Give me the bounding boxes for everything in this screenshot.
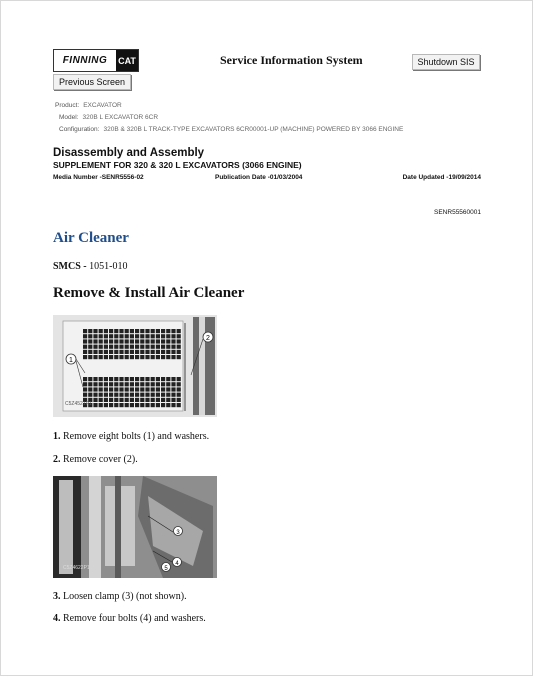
filter-grid-cell [88, 377, 92, 381]
filter-grid-cell [166, 350, 170, 354]
filter-grid-cell [177, 355, 181, 359]
filter-grid-cell [135, 339, 139, 343]
filter-grid-cell [109, 329, 113, 333]
model-line [59, 114, 158, 121]
filter-grid-cell [125, 339, 129, 343]
figure1-caption: C5Z4521P1 [65, 401, 92, 407]
filter-grid-cell [166, 403, 170, 407]
filter-grid-cell [109, 334, 113, 338]
shutdown-sis-button[interactable]: Shutdown SIS [412, 54, 480, 70]
filter-grid-cell [161, 398, 165, 402]
filter-grid-cell [171, 334, 175, 338]
previous-screen-button[interactable]: Previous Screen [53, 74, 131, 90]
filter-grid-cell [93, 339, 97, 343]
filter-grid-cell [125, 398, 129, 402]
configuration-line [59, 126, 403, 133]
filter-grid-cell [104, 377, 108, 381]
filter-grid-cell [177, 329, 181, 333]
filter-grid-cell [135, 334, 139, 338]
filter-grid-cell [114, 329, 118, 333]
filter-grid-cell [93, 350, 97, 354]
filter-grid-cell [177, 377, 181, 381]
filter-grid-cell [104, 334, 108, 338]
filter-grid-cell [83, 377, 87, 381]
filter-grid-cell [177, 345, 181, 349]
filter-grid-cell [119, 355, 123, 359]
publication-date: Publication Date -01/03/2004 [215, 174, 303, 181]
filter-grid-cell [145, 382, 149, 386]
filter-grid-cell [99, 334, 103, 338]
filter-grid-cell [156, 403, 160, 407]
filter-grid-cell [83, 350, 87, 354]
filter-grid-cell [109, 387, 113, 391]
filter-grid-cell [135, 393, 139, 397]
filter-grid-cell [93, 398, 97, 402]
filter-grid-cell [171, 398, 175, 402]
filter-grid-cell [99, 345, 103, 349]
filter-grid-cell [109, 403, 113, 407]
product-line [55, 102, 122, 109]
filter-grid-cell [109, 382, 113, 386]
filter-grid-cell [109, 339, 113, 343]
filter-grid-cell [125, 350, 129, 354]
filter-grid-cell [161, 393, 165, 397]
filter-grid-cell [114, 393, 118, 397]
filter-grid-cell [177, 339, 181, 343]
filter-grid-cell [130, 345, 134, 349]
filter-grid-cell [119, 339, 123, 343]
smcs-label: SMCS - [53, 261, 87, 272]
filter-grid-cell [171, 403, 175, 407]
cat-logo-icon: CAT [116, 50, 138, 71]
filter-grid-cell [119, 387, 123, 391]
filter-grid-cell [93, 334, 97, 338]
filter-grid-cell [135, 350, 139, 354]
filter-grid-cell [83, 387, 87, 391]
filter-grid-cell [93, 387, 97, 391]
filter-grid-cell [99, 382, 103, 386]
filter-grid-cell [130, 393, 134, 397]
callout-5: 5 [164, 566, 168, 572]
step-1: 1. Remove eight bolts (1) and washers. [53, 431, 210, 442]
filter-grid-cell [93, 403, 97, 407]
filter-grid-cell [114, 355, 118, 359]
filter-grid-cell [109, 345, 113, 349]
filter-grid-cell [104, 345, 108, 349]
filter-grid-cell [93, 355, 97, 359]
filter-grid-cell [88, 339, 92, 343]
filter-grid-cell [135, 387, 139, 391]
filter-grid-cell [125, 387, 129, 391]
filter-grid-cell [125, 329, 129, 333]
filter-grid-cell [140, 403, 144, 407]
filter-grid-cell [135, 403, 139, 407]
filter-grid-cell [145, 334, 149, 338]
filter-grid-cell [93, 329, 97, 333]
filter-grid-cell [156, 382, 160, 386]
filter-grid-cell [93, 393, 97, 397]
filter-grid-cell [88, 355, 92, 359]
filter-grid-cell [119, 398, 123, 402]
callout-2: 2 [206, 335, 210, 342]
filter-grid-cell [119, 377, 123, 381]
filter-grid-cell [156, 377, 160, 381]
filter-grid-cell [99, 387, 103, 391]
filter-grid-cell [177, 393, 181, 397]
callout-3: 3 [176, 530, 180, 536]
filter-grid-cell [151, 345, 155, 349]
filter-grid-cell [130, 334, 134, 338]
filter-grid-cell [125, 334, 129, 338]
filter-grid-cell [119, 345, 123, 349]
filter-grid-cell [161, 339, 165, 343]
document-id: SENR55560001 [434, 209, 481, 216]
filter-grid-cell [171, 350, 175, 354]
filter-grid-cell [145, 355, 149, 359]
filter-grid-cell [88, 387, 92, 391]
finning-cat-logo [53, 49, 139, 72]
filter-grid-cell [151, 355, 155, 359]
filter-grid-cell [135, 345, 139, 349]
filter-grid-cell [135, 398, 139, 402]
filter-grid-cell [104, 355, 108, 359]
model-value: 320B L EXCAVATOR 6CR [82, 114, 159, 121]
filter-grid-cell [140, 393, 144, 397]
filter-grid-cell [99, 377, 103, 381]
filter-grid-cell [171, 339, 175, 343]
step-4: 4. Remove four bolts (4) and washers. [53, 613, 206, 624]
filter-grid-cell [83, 345, 87, 349]
filter-grid-cell [156, 334, 160, 338]
filter-grid-cell [145, 403, 149, 407]
filter-grid-cell [145, 377, 149, 381]
filter-grid-cell [125, 345, 129, 349]
filter-grid-cell [171, 345, 175, 349]
filter-grid-cell [88, 345, 92, 349]
filter-grid-cell [166, 355, 170, 359]
filter-grid-cell [99, 339, 103, 343]
filter-grid-cell [130, 329, 134, 333]
filter-grid-cell [151, 339, 155, 343]
filter-grid-cell [104, 403, 108, 407]
filter-grid-cell [114, 382, 118, 386]
filter-grid-cell [109, 355, 113, 359]
filter-grid-cell [140, 339, 144, 343]
filter-grid-cell [156, 350, 160, 354]
filter-grid-cell [151, 393, 155, 397]
filter-grid-cell [145, 345, 149, 349]
step-2: 2. Remove cover (2). [53, 454, 138, 465]
filter-grid-cell [88, 393, 92, 397]
filter-grid-cell [114, 350, 118, 354]
filter-grid-cell [114, 387, 118, 391]
filter-grid-cell [130, 398, 134, 402]
filter-grid-cell [99, 329, 103, 333]
filter-grid-cell [140, 377, 144, 381]
filter-grid-cell [114, 377, 118, 381]
callout-1: 1 [69, 357, 73, 364]
filter-grid-cell [151, 387, 155, 391]
filter-grid-cell [130, 339, 134, 343]
filter-grid-cell [151, 382, 155, 386]
filter-grid-cell [125, 355, 129, 359]
figure-air-cleaner-clamp [53, 476, 217, 578]
logo-text: FINNING [62, 55, 108, 66]
filter-grid-cell [166, 382, 170, 386]
filter-grid-cell [83, 393, 87, 397]
filter-grid-cell [156, 339, 160, 343]
filter-grid-cell [104, 382, 108, 386]
filter-grid-cell [114, 339, 118, 343]
filter-grid-cell [104, 350, 108, 354]
filter-grid-cell [166, 398, 170, 402]
filter-grid-cell [151, 350, 155, 354]
filter-grid-cell [119, 382, 123, 386]
filter-grid-cell [130, 387, 134, 391]
filter-grid-cell [130, 377, 134, 381]
filter-grid-cell [140, 345, 144, 349]
filter-grid-cell [161, 387, 165, 391]
filter-grid-cell [119, 393, 123, 397]
filter-grid-cell [156, 387, 160, 391]
filter-grid-cell [171, 393, 175, 397]
filter-grid-cell [140, 355, 144, 359]
filter-grid-cell [109, 393, 113, 397]
filter-grid-cell [109, 398, 113, 402]
filter-grid-cell [171, 382, 175, 386]
filter-grid-cell [104, 393, 108, 397]
filter-grid-cell [130, 382, 134, 386]
filter-grid-cell [88, 329, 92, 333]
filter-grid-cell [151, 329, 155, 333]
filter-grid-cell [166, 377, 170, 381]
filter-grid-cell [114, 403, 118, 407]
filter-grid-cell [83, 334, 87, 338]
filter-grid-cell [119, 350, 123, 354]
app-title: Service Information System [220, 53, 363, 67]
smcs-value: 1051-010 [89, 261, 128, 272]
filter-grid-cell [177, 350, 181, 354]
model-label: Model: [59, 114, 79, 121]
filter-grid-cell [171, 377, 175, 381]
filter-grid-cell [99, 355, 103, 359]
filter-grid-cell [83, 382, 87, 386]
filter-grid-cell [125, 377, 129, 381]
filter-grid-cell [135, 355, 139, 359]
filter-grid-cell [104, 329, 108, 333]
filter-grid-cell [161, 377, 165, 381]
filter-grid-cell [161, 403, 165, 407]
filter-grid-cell [93, 382, 97, 386]
filter-grid-cell [177, 403, 181, 407]
filter-grid-cell [93, 345, 97, 349]
filter-grid-cell [125, 393, 129, 397]
filter-grid-cell [151, 334, 155, 338]
filter-grid-cell [151, 398, 155, 402]
filter-grid-cell [88, 334, 92, 338]
filter-grid-cell [135, 382, 139, 386]
filter-grid-cell [171, 329, 175, 333]
filter-grid-cell [156, 345, 160, 349]
filter-grid-cell [83, 339, 87, 343]
filter-grid-cell [119, 403, 123, 407]
filter-grid-cell [125, 403, 129, 407]
filter-grid-cell [114, 334, 118, 338]
supplement-title: SUPPLEMENT FOR 320 & 320 L EXCAVATORS (3066 ENGINE) [53, 160, 302, 170]
filter-grid-cell [166, 334, 170, 338]
filter-grid-cell [93, 377, 97, 381]
filter-grid-cell [145, 393, 149, 397]
filter-grid-cell [161, 355, 165, 359]
filter-grid-cell [99, 403, 103, 407]
filter-grid-cell [140, 350, 144, 354]
filter-grid-cell [145, 350, 149, 354]
filter-grid-cell [99, 350, 103, 354]
filter-grid-cell [166, 345, 170, 349]
filter-grid-cell [145, 387, 149, 391]
filter-grid-cell [145, 329, 149, 333]
filter-grid-cell [166, 329, 170, 333]
step-3: 3. Loosen clamp (3) (not shown). [53, 591, 187, 602]
filter-grid-cell [177, 334, 181, 338]
filter-grid-cell [119, 329, 123, 333]
filter-grid-cell [125, 382, 129, 386]
date-updated: Date Updated -19/09/2014 [402, 174, 481, 181]
filter-grid-cell [166, 387, 170, 391]
filter-grid-cell [83, 355, 87, 359]
filter-grid-cell [161, 329, 165, 333]
configuration-value: 320B & 320B L TRACK-TYPE EXCAVATORS 6CR00001-UP (MACHINE) POWERED BY 3066 ENGINE [103, 126, 404, 133]
filter-grid-cell [140, 398, 144, 402]
filter-grid-cell [104, 387, 108, 391]
filter-grid-cell [161, 350, 165, 354]
filter-grid-cell [151, 377, 155, 381]
filter-grid-cell [83, 329, 87, 333]
document-title: Air Cleaner [53, 230, 129, 246]
filter-grid-cell [130, 355, 134, 359]
filter-grid-cell [104, 339, 108, 343]
filter-grid-cell [145, 398, 149, 402]
filter-grid-cell [140, 329, 144, 333]
filter-grid-cell [140, 334, 144, 338]
filter-grid-cell [119, 334, 123, 338]
filter-grid-cell [177, 387, 181, 391]
filter-grid-cell [177, 382, 181, 386]
filter-grid-cell [109, 377, 113, 381]
filter-grid-cell [114, 345, 118, 349]
filter-grid-cell [171, 355, 175, 359]
filter-grid-cell [130, 403, 134, 407]
product-label: Product: [55, 102, 80, 109]
filter-grid-cell [99, 393, 103, 397]
filter-grid-cell [109, 350, 113, 354]
filter-grid-cell [156, 355, 160, 359]
filter-grid-cell [166, 339, 170, 343]
filter-grid-cell [156, 329, 160, 333]
section-title: Disassembly and Assembly [53, 147, 205, 159]
filter-grid-cell [161, 345, 165, 349]
configuration-label: Configuration: [59, 126, 100, 133]
filter-grid-cell [156, 393, 160, 397]
filter-grid-cell [151, 403, 155, 407]
filter-grid-cell [161, 334, 165, 338]
filter-grid-cell [135, 377, 139, 381]
filter-grid-cell [88, 350, 92, 354]
filter-grid-cell [145, 339, 149, 343]
filter-grid-cell [88, 382, 92, 386]
product-value: EXCAVATOR [83, 102, 122, 109]
filter-grid-cell [156, 398, 160, 402]
filter-grid-cell [171, 387, 175, 391]
callout-4: 4 [175, 561, 179, 567]
smcs-line [53, 261, 127, 272]
filter-grid-cell [140, 382, 144, 386]
filter-grid-cell [135, 329, 139, 333]
figure-air-cleaner-cover [53, 315, 217, 417]
filter-grid-cell [114, 398, 118, 402]
filter-grid-cell [166, 393, 170, 397]
filter-grid-cell [99, 398, 103, 402]
filter-grid-cell [177, 398, 181, 402]
filter-grid-cell [104, 398, 108, 402]
filter-grid-cell [161, 382, 165, 386]
procedure-title: Remove & Install Air Cleaner [53, 285, 245, 301]
figure2-caption: C5Z4622P1 [63, 565, 90, 571]
filter-grid-cell [140, 387, 144, 391]
filter-grid-cell [130, 350, 134, 354]
media-number: Media Number -SENR5556-02 [53, 174, 144, 181]
